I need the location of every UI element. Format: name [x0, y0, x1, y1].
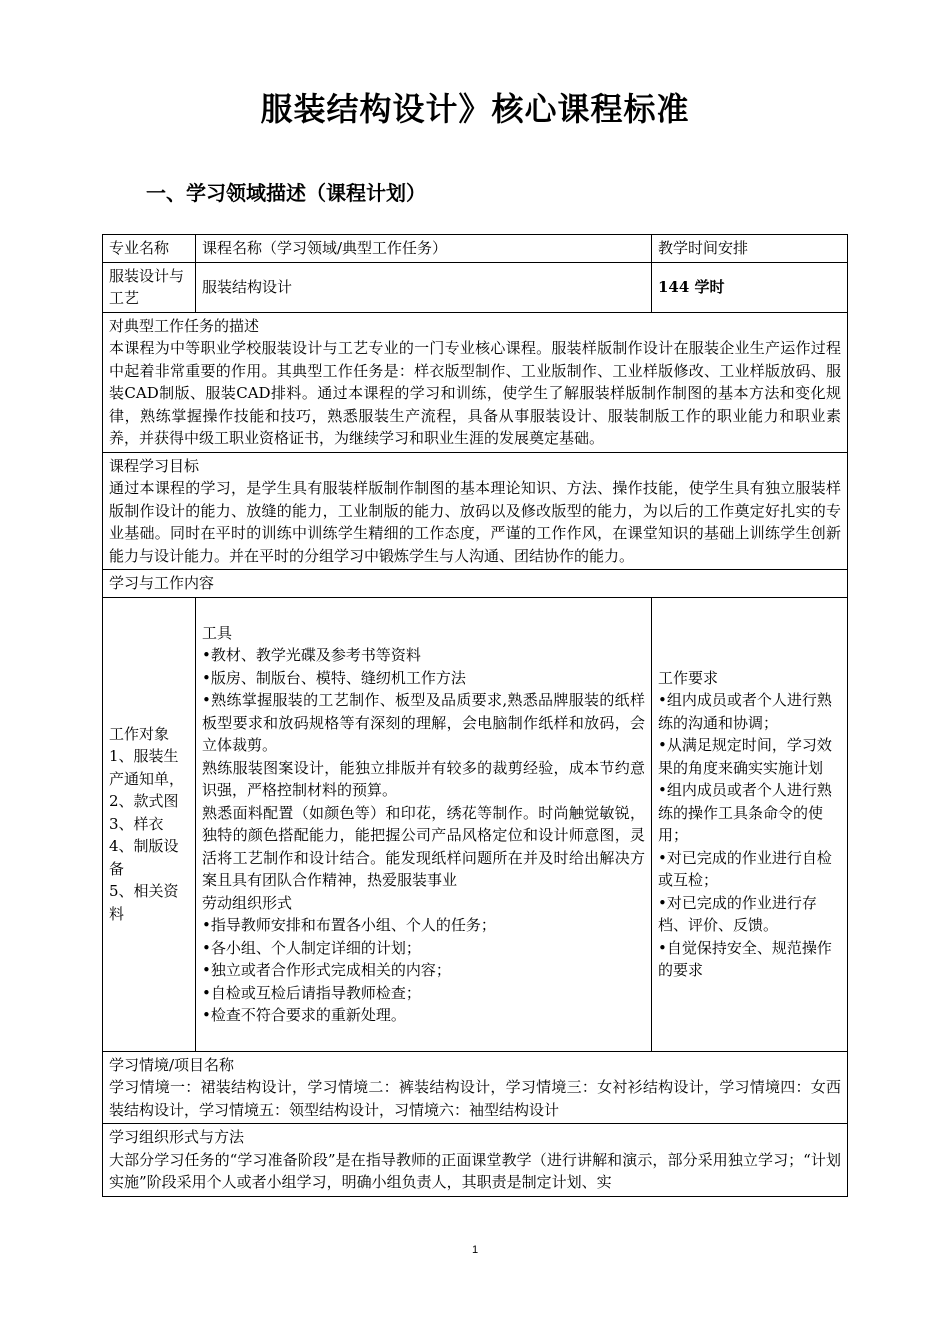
requirements-line: 工作要求 — [658, 668, 719, 687]
goals-cell — [103, 452, 848, 570]
situations-cell — [103, 1051, 848, 1124]
goals-label: 课程学习目标 — [109, 456, 200, 475]
tools-line: 工具 — [202, 623, 233, 642]
header-major: 专业名称 — [103, 235, 196, 263]
tools-line: 熟悉面料配置（如颜色等）和印花，绣花等制作。时尚触觉敏锐，独特的颜色搭配能力，能把握公司产品风格定位和设计师意图，灵活将工艺制作和设计结合。能发现纸样问题所在并及时给出解决方案且具有团队合作精神，热爱服装事业 — [202, 803, 645, 889]
requirements-line: •从满足规定时间，学习效果的角度来确实实施计划 — [658, 736, 832, 777]
content-label: 学习与工作内容 — [103, 570, 848, 598]
work-object-item: 4、制版设备 — [109, 837, 179, 878]
course-plan-table — [102, 234, 848, 1197]
task-desc-cell — [103, 312, 848, 452]
tools-line: •版房、制版台、模特、缝纫机工作方法 — [202, 668, 466, 687]
tools-line: •检查不符合要求的重新处理。 — [202, 1006, 406, 1024]
requirements-line: •对已完成的作业进行存档、评价、反馈。 — [658, 893, 817, 934]
organization-cell — [103, 1124, 848, 1197]
tools-line: •教材、教学光碟及参考书等资料 — [202, 646, 421, 664]
tools-cell — [196, 597, 652, 1051]
goals-row — [103, 452, 848, 570]
content-row — [103, 597, 848, 1051]
course-value: 服装结构设计 — [196, 262, 652, 312]
tools-line: •自检或互检后请指导教师检查； — [202, 983, 421, 1002]
course-info-row — [103, 262, 848, 312]
tools-line: •独立或者合作形式完成相关的内容； — [202, 961, 451, 979]
task-desc-label: 对典型工作任务的描述 — [109, 316, 260, 335]
goals-text: 通过本课程的学习，是学生具有服装样版制作制图的基本理论知识、方法、操作技能，使学生具有独立服装样版制作设计的能力、放缝的能力，工业制版的能力、放码以及修改版型的能力，为以后的工作奠定好扎实的专业基础。同时在平时的训练中训练学生精细的工作态度，严谨的工作作风，在课堂知识的基础上训练学生创新能力与设计能力。并在平时的分组学习中锻炼学生与人沟通、团结协作的能力。 — [109, 479, 841, 565]
work-object-item: 5、相关资料 — [109, 882, 179, 923]
work-object-item: 2、款式图 — [109, 792, 179, 811]
header-schedule: 教学时间安排 — [652, 235, 848, 263]
requirements-line: •对已完成的作业进行自检或互检； — [658, 848, 832, 889]
section-heading: 一、学习领域描述（课程计划） — [146, 181, 426, 205]
task-desc-row — [103, 312, 848, 452]
requirements-line: •组内成员或者个人进行熟练的操作工具条命令的使用； — [658, 781, 832, 844]
task-desc-text: 本课程为中等职业学校服装设计与工艺专业的一门专业核心课程。服装样版制作设计在服装企业生产运作过程中起着非常重要的作用。其典型工作任务是：样衣版型制作、工业版制作、工业样版修改、工业样版放码、服装CAD制版、服装CAD排料。通过本课程的学习和训练，使学生了解服装样版制作制图的基本方法和变化规律，熟练掌握操作技能和技巧，熟悉服装生产流程，具备从事服装设计、服装制版工作的职业能力和职业素养，并获得中级工职业资格证书，为继续学习和职业生涯的发展奠定基础。 — [109, 339, 841, 447]
organization-label: 学习组织形式与方法 — [109, 1128, 245, 1146]
header-row — [103, 235, 848, 263]
content-label-row — [103, 570, 848, 598]
organization-text: 大部分学习任务的“学习准备阶段”是在指导教师的正面课堂教学（进行讲解和演示，部分采用独立学习；“计划实施”阶段采用个人或者小组学习，明确小组负责人，其职责是制定计划、实 — [109, 1150, 841, 1191]
situations-row — [103, 1051, 848, 1124]
tools-line: •熟练掌握服装的工艺制作、板型及品质要求,熟悉品牌服装的纸样板型要求和放码规格等有深刻的理解，会电脑制作纸样和放码，会立体裁剪。 — [202, 691, 645, 754]
page-number: 1 — [471, 1244, 479, 1256]
major-value: 服装设计与工艺 — [103, 262, 196, 312]
organization-row — [103, 1124, 848, 1197]
tools-line: 熟练服装图案设计，能独立排版并有较多的裁剪经验，成本节约意识强，严格控制材料的预算。 — [202, 758, 645, 799]
tools-line: 劳动组织形式 — [202, 893, 293, 912]
work-objects-cell — [103, 597, 196, 1051]
header-course: 课程名称（学习领域/典型工作任务） — [196, 235, 652, 263]
requirements-line: •自觉保持安全、规范操作的要求 — [658, 938, 832, 979]
situations-label: 学习情境/项目名称 — [109, 1055, 235, 1074]
tools-line: •各小组、个人制定详细的计划； — [202, 938, 421, 957]
work-object-item: 3、样衣 — [109, 814, 164, 833]
requirements-line: •组内成员或者个人进行熟练的沟通和协调； — [658, 691, 832, 732]
requirements-cell — [652, 597, 848, 1051]
tools-line: •指导教师安排和布置各小组、个人的任务； — [202, 916, 496, 934]
situations-text: 学习情境一：裙装结构设计，学习情境二：裤装结构设计，学习情境三：女衬衫结构设计，学习情境四：女西装结构设计，学习情境五：领型结构设计，习情境六：袖型结构设计 — [109, 1078, 841, 1119]
work-object-item: 1、服装生产通知单， — [109, 747, 185, 788]
document-title: 服装结构设计》核心课程标准 — [260, 90, 690, 128]
work-objects-heading: 工作对象 — [109, 724, 170, 743]
hours-value: 144 学时 — [652, 262, 848, 312]
